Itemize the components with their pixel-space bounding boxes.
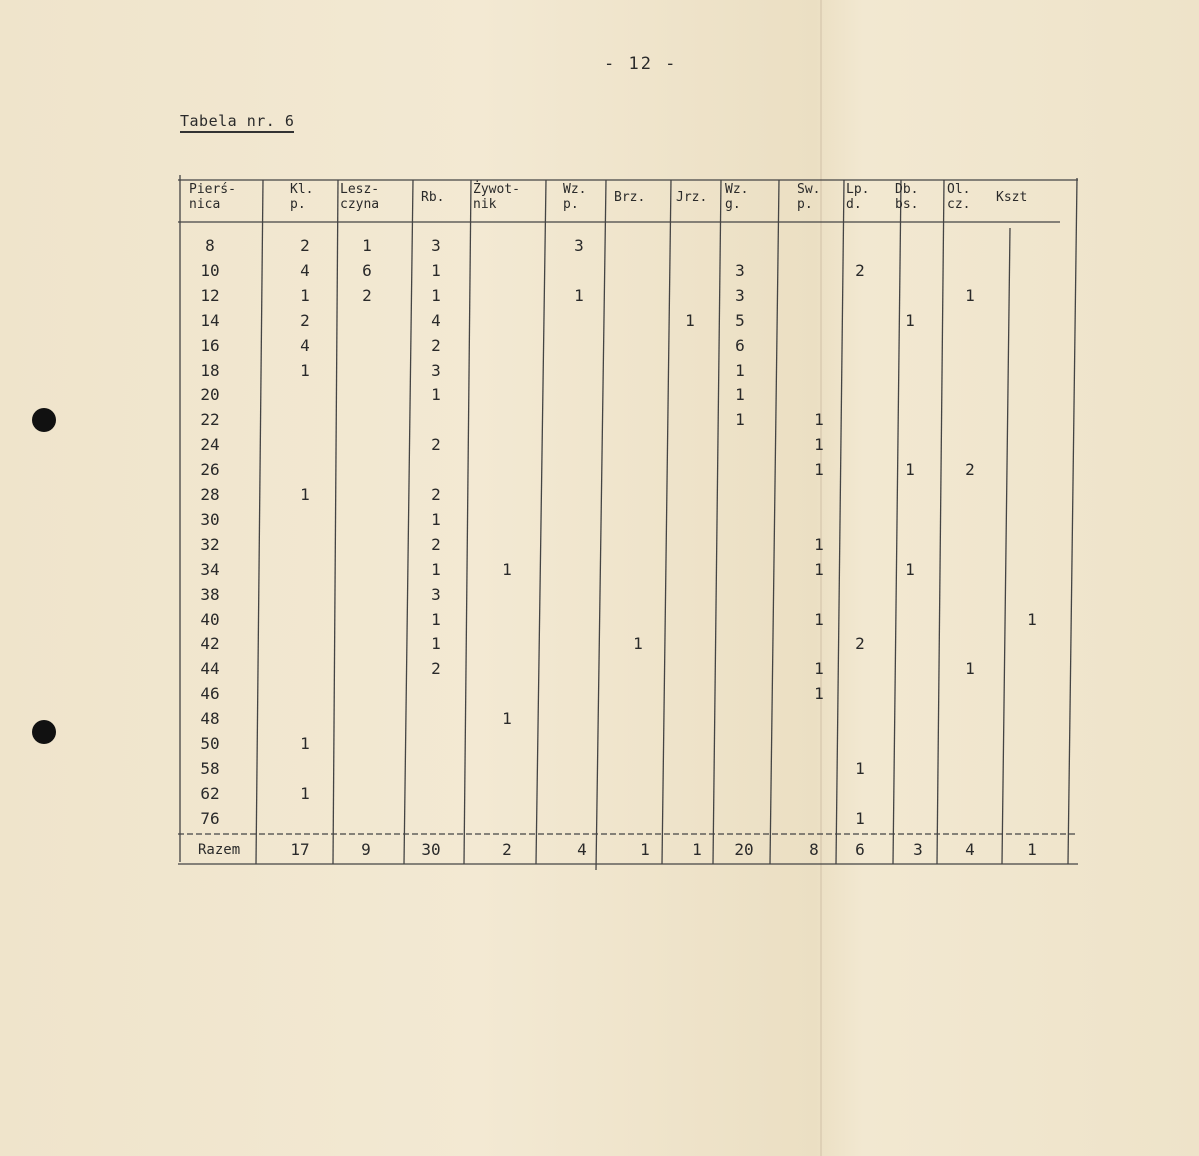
table-cell: 5 (735, 310, 745, 330)
table-cell: 1 (814, 559, 824, 579)
table-cell: 1 (574, 285, 584, 305)
table-cell: 4 (300, 260, 310, 280)
table-cell: 1 (965, 659, 975, 679)
table-cell: 1 (502, 559, 512, 579)
table-cell: 4 (300, 335, 310, 355)
table-cell: 1 (300, 734, 310, 753)
table-cell: 2 (431, 485, 441, 504)
row-diameter: 58 (200, 758, 220, 778)
table-cell: 1 (905, 310, 915, 330)
table-cell: 1 (814, 410, 824, 430)
header-lp-d: Lp. d. (846, 182, 870, 212)
table-cell: 2 (431, 534, 441, 554)
table-cell: 2 (431, 659, 441, 679)
header-brz: Brz. (614, 190, 646, 205)
total-cell: 1 (1027, 840, 1037, 859)
table-cell: 1 (814, 534, 824, 554)
table-cell: 1 (735, 360, 745, 380)
table-cell: 1 (300, 485, 310, 504)
row-diameter: 34 (200, 559, 220, 579)
table-cell: 2 (855, 634, 865, 654)
row-diameter: 12 (200, 285, 220, 305)
table-cell: 1 (362, 236, 372, 255)
row-diameter: 30 (200, 509, 220, 529)
table-cell: 2 (300, 236, 310, 255)
table-cell: 1 (300, 285, 310, 305)
table-cell: 2 (965, 460, 975, 480)
table-cell: 1 (814, 435, 824, 455)
header-wz-g: Wz. g. (725, 182, 749, 212)
header-rb: Rb. (421, 190, 445, 205)
table-cell: 1 (814, 609, 824, 629)
total-cell: 30 (421, 840, 441, 859)
row-diameter: 46 (200, 684, 220, 704)
row-diameter: 14 (200, 310, 220, 330)
row-diameter: 42 (200, 634, 220, 654)
header-wz-p: Wz. p. (563, 182, 587, 212)
table-cell: 2 (362, 285, 372, 305)
table-cell: 1 (431, 285, 441, 305)
total-cell: 1 (692, 840, 702, 859)
table-cell: 1 (633, 634, 643, 654)
table-cell: 2 (855, 260, 865, 280)
table-cell: 1 (431, 509, 441, 529)
row-diameter: 24 (200, 435, 220, 455)
header-kl-p: Kl. p. (290, 182, 314, 212)
table-cell: 1 (431, 260, 441, 280)
table-cell: 3 (431, 360, 441, 380)
table-cell: 1 (431, 634, 441, 654)
table-cell: 3 (735, 260, 745, 280)
table-cell: 6 (735, 335, 745, 355)
header-jrz: Jrz. (676, 190, 708, 205)
table-cell: 1 (735, 410, 745, 430)
table-cell: 1 (965, 285, 975, 305)
header-sw-p: Sw. p. (797, 182, 821, 212)
header-piersnica: Pierś- nica (189, 182, 236, 212)
total-cell: 8 (809, 840, 819, 859)
table-cell: 3 (431, 236, 441, 255)
row-diameter: 16 (200, 335, 220, 355)
header-db-bs: Db. bs. (895, 182, 919, 212)
total-cell: 4 (965, 840, 975, 859)
table-cell: 2 (431, 335, 441, 355)
table-cell: 1 (502, 709, 512, 729)
table-cell: 1 (814, 659, 824, 679)
table-cell: 3 (735, 285, 745, 305)
table-cell: 1 (431, 559, 441, 579)
total-cell: 20 (734, 840, 754, 859)
total-cell: 2 (502, 840, 512, 859)
table-cell: 1 (685, 310, 695, 330)
page-number: - 12 - (604, 54, 678, 74)
total-label: Razem (198, 842, 241, 858)
total-cell: 17 (290, 840, 310, 859)
table-cell: 6 (362, 260, 372, 280)
table-cell: 3 (431, 584, 441, 604)
row-diameter: 28 (200, 485, 220, 504)
table-cell: 4 (431, 310, 441, 330)
row-diameter: 8 (205, 236, 215, 255)
table-cell: 1 (431, 609, 441, 629)
table-cell: 2 (431, 435, 441, 455)
row-diameter: 62 (200, 783, 220, 803)
header-kszt: Kszt (996, 190, 1028, 205)
table-cell: 1 (814, 684, 824, 704)
row-diameter: 50 (200, 734, 220, 753)
table-cell: 1 (431, 385, 441, 405)
row-diameter: 10 (200, 260, 220, 280)
header-ol-cz: Ol. cz. (947, 182, 971, 212)
table-cell: 1 (735, 385, 745, 405)
table-cell: 3 (574, 236, 584, 255)
row-diameter: 22 (200, 410, 220, 430)
table-cell: 1 (814, 460, 824, 480)
table-cell: 1 (905, 559, 915, 579)
table-cell: 1 (855, 808, 865, 828)
row-diameter: 44 (200, 659, 220, 679)
table-cell: 1 (300, 783, 310, 803)
header-zywotnik: Żywot- nik (473, 182, 520, 212)
row-diameter: 48 (200, 709, 220, 729)
table-cell: 1 (1027, 609, 1037, 629)
total-cell: 3 (913, 840, 923, 859)
row-diameter: 26 (200, 460, 220, 480)
table-cell: 1 (855, 758, 865, 778)
total-cell: 1 (640, 840, 650, 859)
row-diameter: 76 (200, 808, 220, 828)
table-title: Tabela nr. 6 (180, 112, 294, 133)
total-cell: 9 (361, 840, 371, 859)
total-cell: 4 (577, 840, 587, 859)
table-cell: 1 (300, 360, 310, 380)
table-cell: 2 (300, 310, 310, 330)
row-diameter: 40 (200, 609, 220, 629)
row-diameter: 18 (200, 360, 220, 380)
table-cell: 1 (905, 460, 915, 480)
row-diameter: 20 (200, 385, 220, 405)
row-diameter: 38 (200, 584, 220, 604)
total-cell: 6 (855, 840, 865, 859)
row-diameter: 32 (200, 534, 220, 554)
header-leszczyna: Lesz- czyna (340, 182, 380, 212)
